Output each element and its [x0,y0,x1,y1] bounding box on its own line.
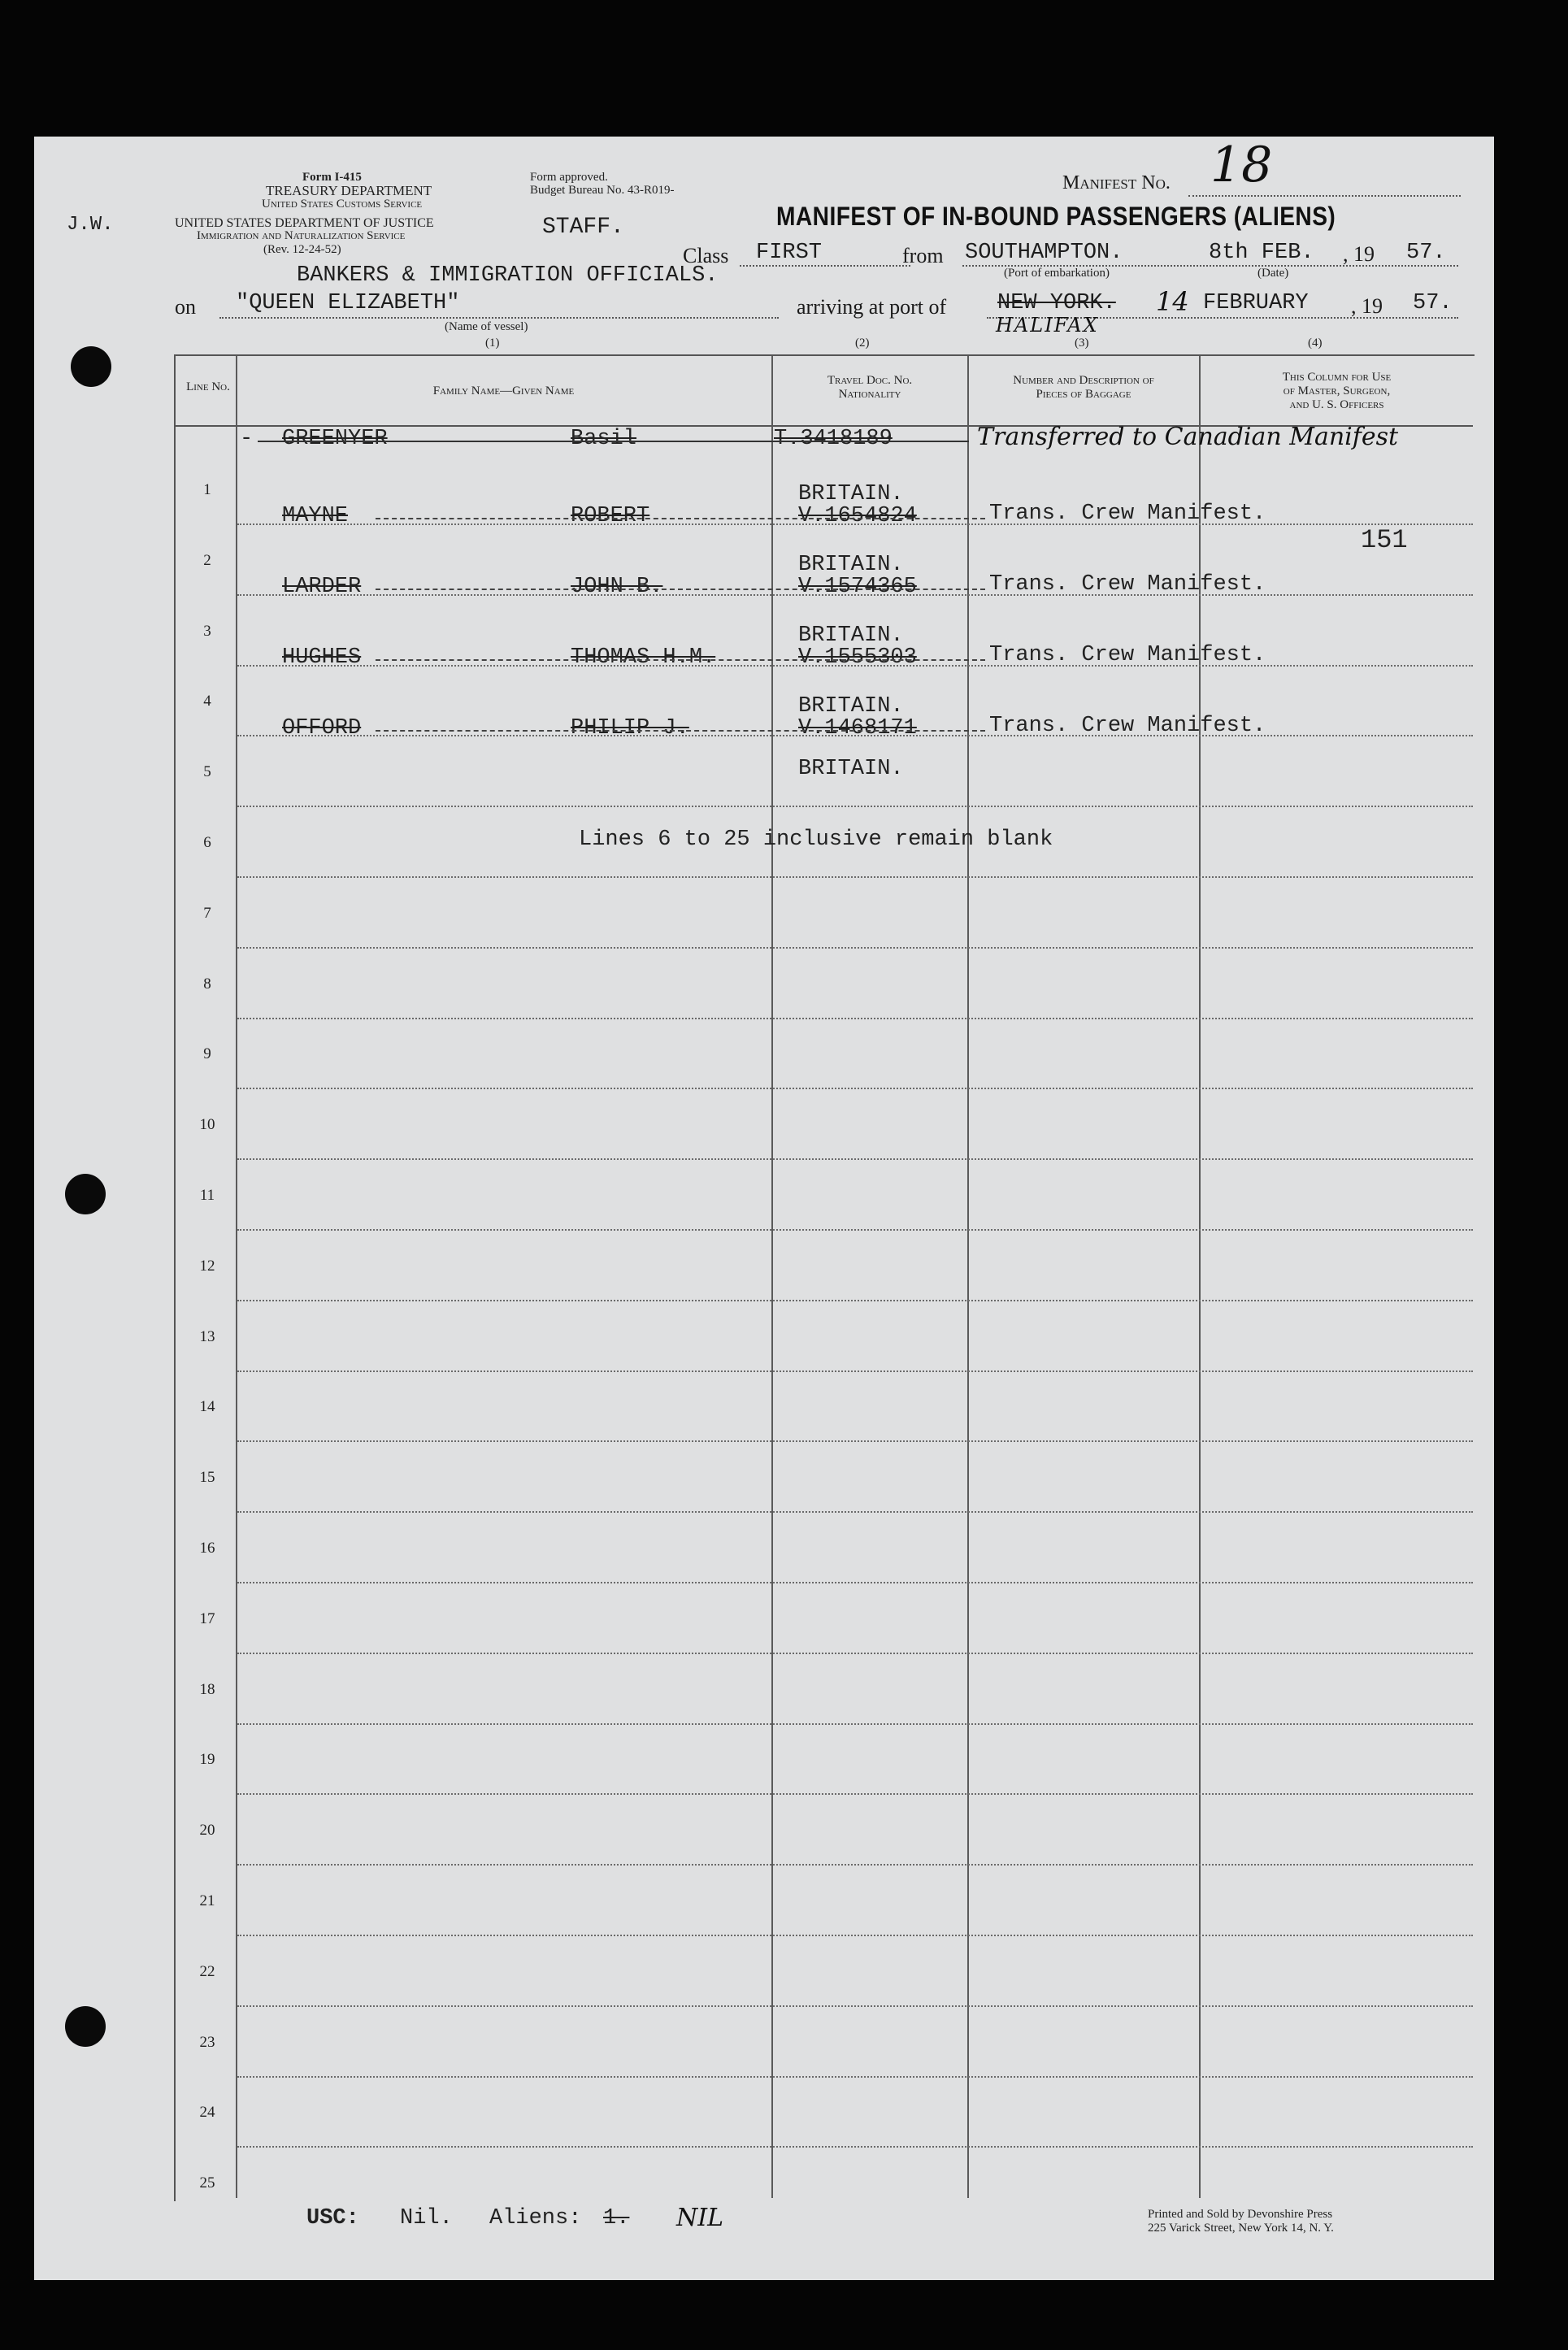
punch-hole [65,2006,106,2047]
line-number: 5 [203,763,211,781]
row-rule [237,1229,1473,1231]
budget-bureau: Budget Bureau No. 43-R019- [530,184,675,197]
line-number: 7 [203,904,211,922]
year-prefix: , 19 [1343,242,1375,266]
staff-label: STAFF. [542,215,624,240]
line-number: 16 [199,1540,215,1557]
row-rule [237,523,1473,525]
manifest-no-value: 18 [1210,137,1273,193]
entry-family: MAYNE [282,504,349,528]
row-rule [237,2076,1473,2078]
line-number: 9 [203,1045,211,1063]
row-rule [237,1582,1473,1583]
col4-caption: (4) [1308,337,1323,350]
entry-nationality: BRITAIN. [798,553,904,577]
entry-given: ROBERT [571,504,650,528]
top-entry-doc: T.3418189 [774,427,893,451]
vessel-name: "QUEEN ELIZABETH" [236,291,460,315]
arrival-year-prefix: , 19 [1351,294,1383,318]
row-rule [237,2005,1473,2007]
date-value: 8th FEB. [1209,241,1314,265]
blank-lines-note: Lines 6 to 25 inclusive remain blank [579,827,1053,852]
line-number: 13 [199,1327,215,1345]
col-header-name: Family Name—Given Name [432,384,575,397]
customs-service: United States Customs Service [262,198,423,211]
line-number: 14 [199,1398,215,1416]
col-header-baggage: Number and Description of [1013,374,1154,387]
col2-caption: (2) [855,337,870,350]
entry-family: HUGHES [282,645,362,670]
arriving-label: arriving at port of [797,295,947,319]
row-rule [237,1088,1473,1089]
top-entry-given: Basil [571,427,637,451]
entry-given: PHILIP J. [571,716,689,741]
line-number: 23 [199,2033,215,2051]
line-number: 4 [203,693,211,710]
line-number: 8 [203,975,211,993]
ins-service: Immigration and Naturalization Service [197,229,406,242]
class-label: Class [683,244,729,267]
line-number: 17 [199,1609,215,1627]
top-entry-strike [258,441,969,442]
port-caption: (Port of embarkation) [1004,267,1110,280]
entry-given: JOHN B. [571,575,663,599]
entry-given: THOMAS H.M. [571,645,716,670]
vessel-line [219,317,779,319]
row-rule [237,1864,1473,1866]
year-value: 57. [1406,241,1446,265]
entry-doc: V.1654824 [798,504,917,528]
row-rule [237,1793,1473,1795]
row-rule [237,1653,1473,1654]
col-header-officers-3: and U. S. Officers [1289,398,1384,411]
entry-doc: V.1468171 [798,716,917,741]
arrival-day: 14 [1156,286,1189,317]
entry-dash-leader [376,518,985,519]
col-header-nationality: Nationality [838,388,901,401]
row-rule [237,1158,1473,1160]
passenger-group: BANKERS & IMMIGRATION OFFICIALS. [297,263,719,288]
row-rule [237,806,1473,807]
col-header-doc: Travel Doc. No. [827,374,913,387]
date-caption: (Date) [1257,267,1289,280]
justice-dept: UNITED STATES DEPARTMENT OF JUSTICE [175,216,434,230]
entry-nationality: BRITAIN. [798,623,904,648]
row-rule [237,1300,1473,1301]
arrival-year: 57. [1413,291,1453,315]
entry-doc: V.1555303 [798,645,917,670]
printer-line-1: Printed and Sold by Devonshire Press [1148,2208,1333,2221]
col-divider-officers [1199,356,1201,2198]
col-header-line: Line No. [186,380,230,393]
col-divider-doc [771,356,773,2198]
col-divider-line [236,356,237,2198]
printer-line-2: 225 Varick Street, New York 14, N. Y. [1148,2222,1334,2235]
line-number: 12 [199,1257,215,1275]
entry-family: OFFORD [282,716,362,741]
col-header-baggage-2: Pieces of Baggage [1036,388,1131,401]
line-number: 19 [199,1751,215,1769]
line-number: 6 [203,834,211,851]
form-approved: Form approved. [530,171,608,184]
line-number: 15 [199,1469,215,1487]
class-value: FIRST [756,241,823,265]
entry-note: Trans. Crew Manifest. [989,572,1266,597]
row-rule [237,947,1473,949]
aliens-label: Aliens: [489,2206,582,2231]
row-rule [237,665,1473,667]
row-rule [237,1935,1473,1936]
line-number: 20 [199,1822,215,1840]
line-number: 11 [199,1187,215,1204]
entry-dash-leader [376,659,985,661]
aliens-struck: 1. [603,2206,630,2231]
form-revision: (Rev. 12-24-52) [263,243,341,256]
line-number: 21 [199,1892,215,1909]
line-number: 1 [203,481,211,498]
class-line [740,265,910,267]
manifest-no-label: Manifest No. [1062,172,1171,193]
entry-nationality: BRITAIN. [798,694,904,719]
last-nationality: BRITAIN. [798,757,904,781]
vessel-caption: (Name of vessel) [445,320,528,333]
on-label: on [175,295,196,319]
col-header-officers-2: of Master, Surgeon, [1283,384,1391,397]
row-rule [237,1018,1473,1019]
entry-dash-leader [376,589,985,590]
line-number: 2 [203,551,211,569]
officer-mark: 151 [1361,525,1408,555]
entry-dash-leader [376,730,985,732]
margin-initials: J.W. [67,214,114,236]
col3-caption: (3) [1075,337,1089,350]
manifest-title: MANIFEST OF IN-BOUND PASSENGERS (ALIENS) [776,202,1336,231]
manifest-page [34,137,1494,2280]
row-rule [237,2146,1473,2148]
from-value: SOUTHAMPTON. [965,241,1123,265]
entry-nationality: BRITAIN. [798,482,904,506]
treasury-dept: TREASURY DEPARTMENT [266,183,432,198]
row-rule [237,1370,1473,1372]
form-number: Form I-415 [302,171,362,184]
row-rule [237,594,1473,596]
arrival-month: FEBRUARY [1203,291,1309,315]
row-rule [237,1723,1473,1725]
usc-value: Nil. [400,2206,453,2231]
port-struck: NEW YORK. [997,291,1116,315]
from-label: from [902,244,944,267]
line-number: 25 [199,2174,215,2192]
entry-note: Trans. Crew Manifest. [989,643,1266,667]
punch-hole [71,346,111,387]
aliens-handwritten: NIL [676,2204,724,2232]
row-rule [237,1511,1473,1513]
punch-hole [65,1174,106,1214]
entry-doc: V.1574365 [798,575,917,599]
col-header-officers: This Column for Use [1282,371,1392,384]
entry-note: Trans. Crew Manifest. [989,714,1266,738]
line-number: 3 [203,622,211,640]
row-rule [237,735,1473,736]
entry-family: LARDER [282,575,362,599]
line-number: 22 [199,1962,215,1980]
col1-caption: (1) [485,337,500,350]
line-number: 24 [199,2104,215,2122]
top-entry-family: GREENYER [282,427,388,451]
top-entry-dash: - [240,427,254,451]
row-rule [237,1440,1473,1442]
entry-note: Trans. Crew Manifest. [989,502,1266,526]
port-handwritten: HALIFAX [996,314,1099,337]
manifest-no-line [1188,195,1461,197]
usc-label: USC: [306,2206,359,2231]
line-number: 18 [199,1680,215,1698]
top-entry-note: Transferred to Canadian Manifest [977,423,1399,451]
line-number: 10 [199,1116,215,1134]
row-rule [237,876,1473,878]
col-divider-baggage [967,356,969,2198]
